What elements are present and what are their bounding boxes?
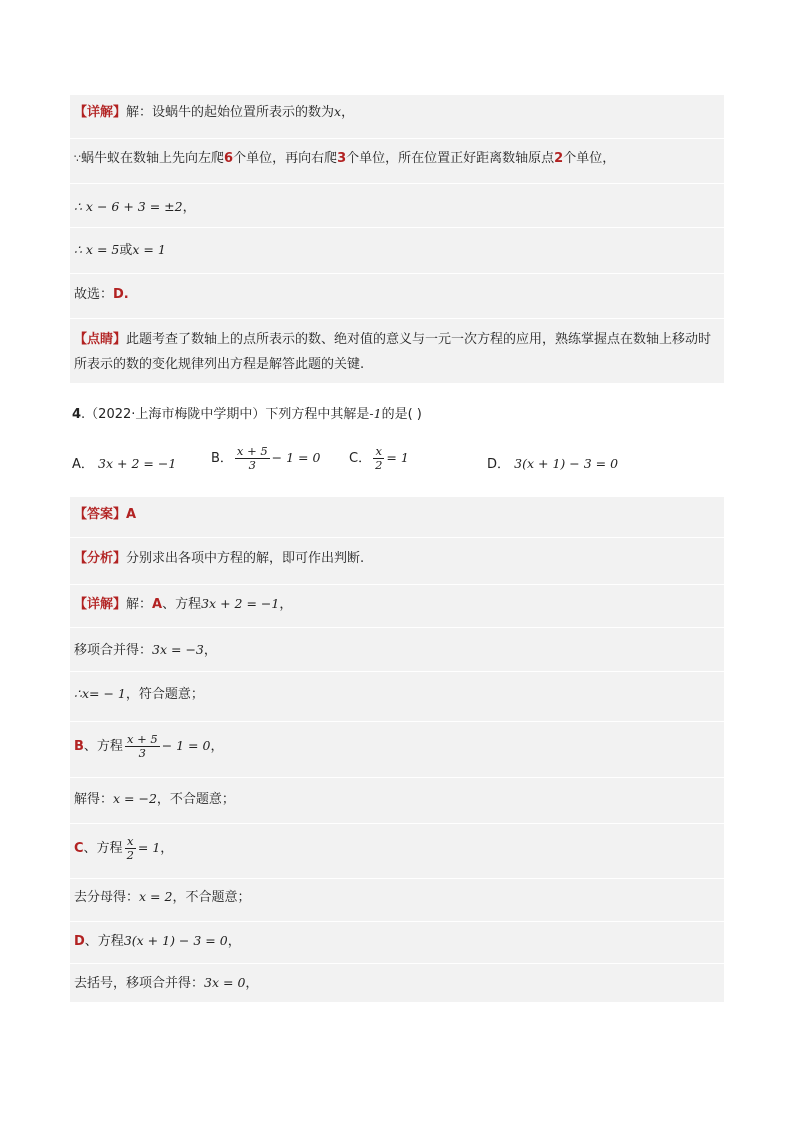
analysis-row: 【分析】分别求出各项中方程的解，即可作出判断. bbox=[70, 538, 724, 585]
analysis-tag: 【分析】 bbox=[74, 551, 127, 566]
result-row: ∴ x = 5或x = 1 bbox=[70, 228, 724, 274]
option-b-row: B、方程 $\frac{x + 5}{3}$ − 1 = 0， bbox=[70, 722, 724, 778]
solution-block-q3 bbox=[70, 95, 724, 383]
solve-b-row: 解得：x = −2，不合题意； bbox=[70, 778, 724, 824]
option-b[interactable]: B． $\frac{x + 5}{3}$ − 1 = 0 bbox=[211, 444, 321, 472]
question-4: 4.（2022·上海市梅陇中学期中）下列方程中其解是-1的是( ) bbox=[72, 406, 422, 422]
snail-row: ∵蜗牛蚁在数轴上先向左爬6个单位，再向右爬3个单位，所在位置正好距离数轴原点2个单位， bbox=[70, 139, 724, 184]
option-c-row: C、方程 $\frac{x}{2}$ = 1， bbox=[70, 824, 724, 879]
option-d-row: D、方程3(x + 1) − 3 = 0， bbox=[70, 922, 724, 964]
solve-c-row: 去分母得：x = 2，不合题意； bbox=[70, 879, 724, 922]
equation-row: ∴ x − 6 + 3 = ±2， bbox=[70, 184, 724, 228]
detail-tag: 【详解】 bbox=[74, 597, 127, 612]
option-c[interactable]: C． $\frac{x}{2}$ = 1 bbox=[349, 444, 409, 472]
solve-d-row: 去括号，移项合并得：3x = 0， bbox=[74, 975, 259, 991]
comment-row: 【点睛】此题考查了数轴上的点所表示的数、绝对值的意义与一元一次方程的应用，熟练掌握点在数轴上移动时所表示的数的变化规律列出方程是解答此题的关键. bbox=[74, 332, 712, 372]
option-a[interactable]: A． 3x + 2 = −1 bbox=[72, 456, 177, 472]
answer-tag: 【答案】 bbox=[74, 507, 127, 522]
therefore-row: ∴x= − 1，符合题意； bbox=[70, 672, 724, 722]
choice-row: 故选：D. bbox=[70, 274, 724, 319]
detail-tag: 【详解】 bbox=[74, 105, 127, 120]
detail-a-row: 【详解】解：A、方程3x + 2 = −1， bbox=[70, 585, 724, 628]
answer-row: 【答案】A bbox=[70, 497, 724, 538]
detail-row: 【详解】解：设蜗牛的起始位置所表示的数为x， bbox=[70, 95, 724, 139]
option-d[interactable]: D． 3(x + 1) − 3 = 0 bbox=[487, 456, 619, 472]
comment-tag: 【点睛】 bbox=[74, 332, 127, 347]
because-icon: ∵ bbox=[74, 152, 81, 165]
combine-row: 移项合并得：3x = −3， bbox=[70, 628, 724, 672]
solution-block-q4 bbox=[70, 497, 724, 1002]
